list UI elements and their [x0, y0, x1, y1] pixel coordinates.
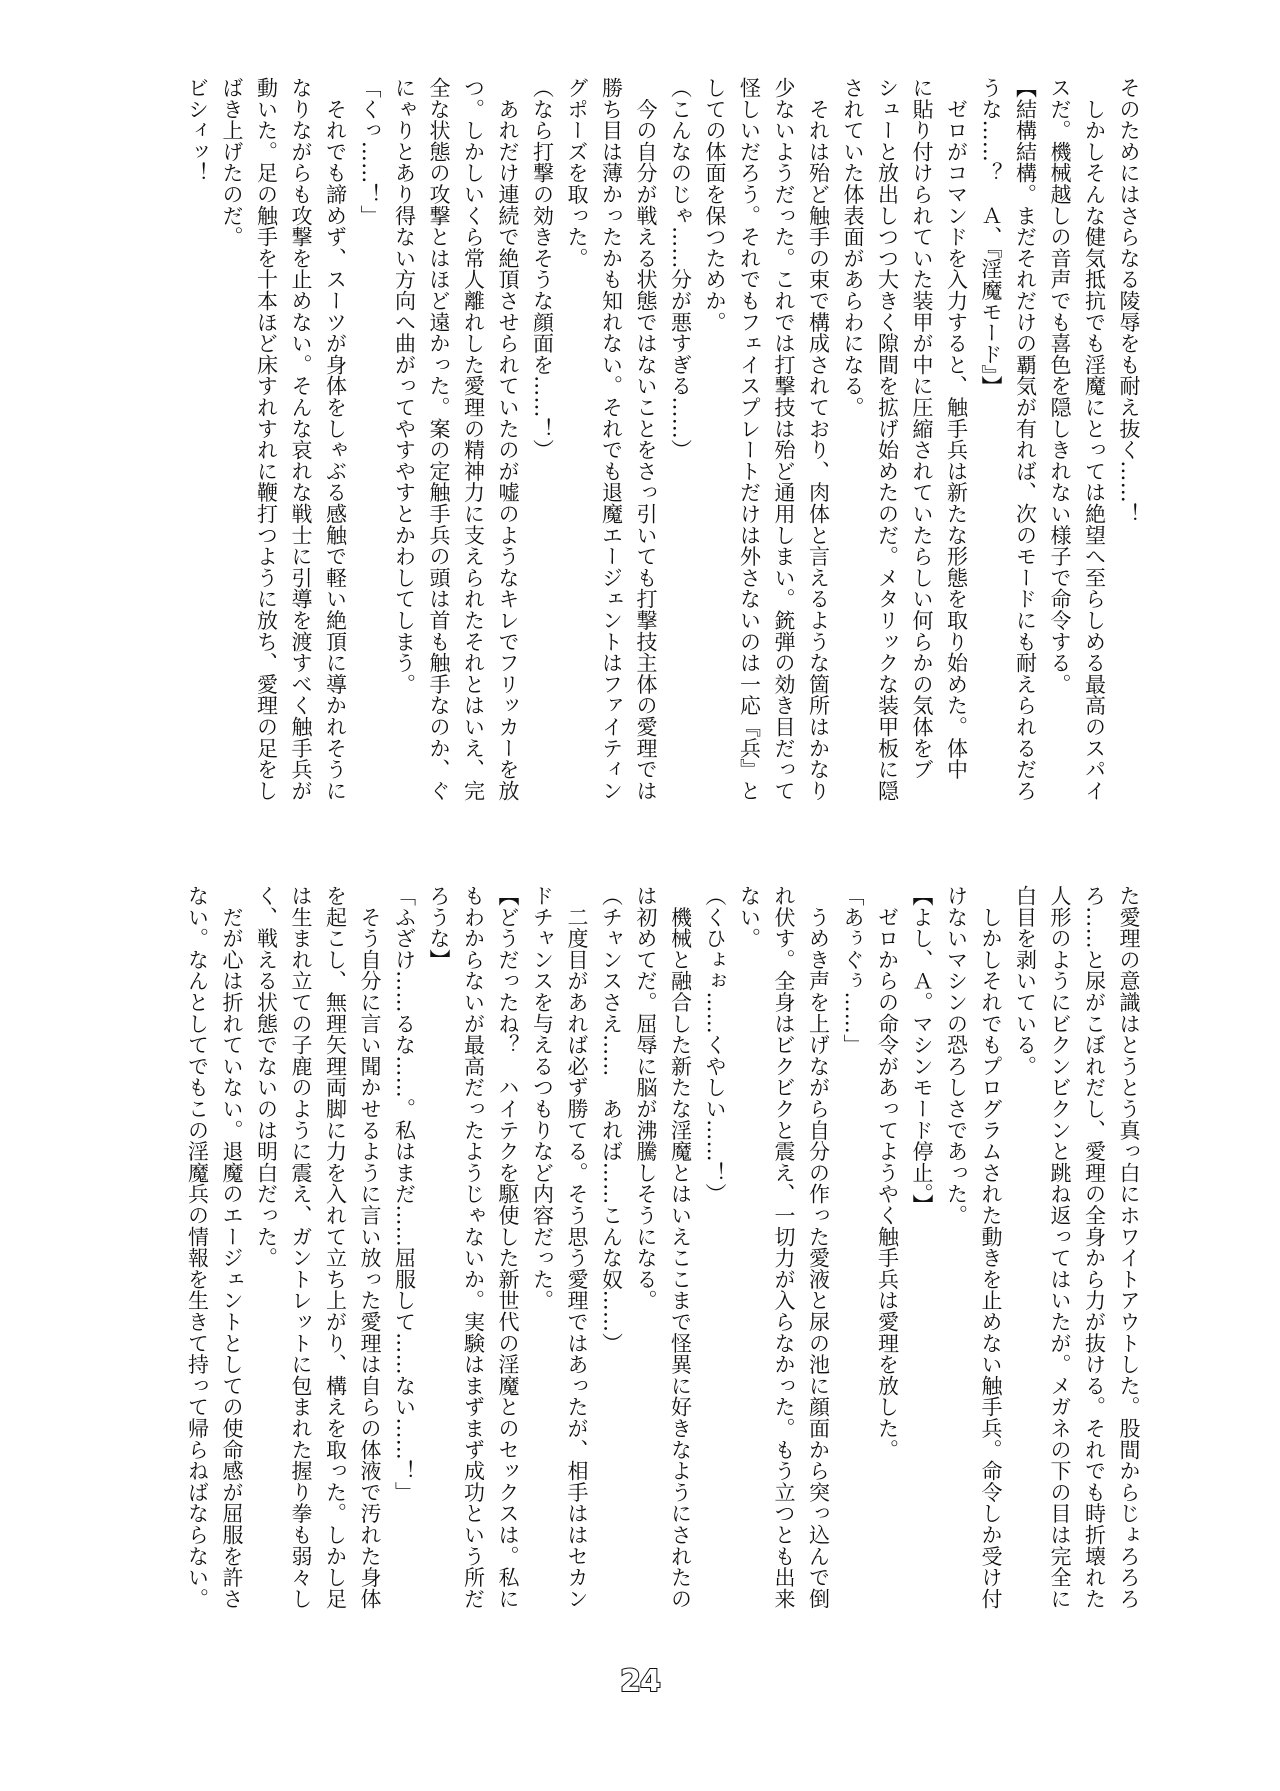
text-line: を起こし、無理矢理両脚に力を入れて立ち上がり、構えを取った。しかし足 [323, 885, 348, 1610]
text-line: れ伏す。全身はビクビクと震え、一切力が入らなかった。もう立つとも出来 [772, 885, 796, 1610]
text-line: ドチャンスを与えるつもりなど内容だった。 [530, 885, 555, 1311]
text-line: 「あぅぐぅ……」 [841, 885, 865, 1056]
text-line: ない。 [737, 885, 762, 949]
text-line: されていた体表面があらわになる。 [841, 77, 865, 418]
text-line: うめき声を上げながら自分の作った愛液と尿の池に顔面から突っ込んで倒 [806, 885, 831, 1610]
text-line: 勝ち目は薄かったかも知れない。それでも退魔エージェントはファイティン [599, 77, 624, 802]
text-line: ない。なんとしてでもこの淫魔兵の情報を生きて持って帰らねばならない。 [185, 885, 210, 1610]
text-line: ゼロからの命令があってようやく触手兵は愛理を放した。 [875, 885, 900, 1461]
text-line: にゃりとあり得ない方向へ曲がってやすやすとかわしてしまう。 [392, 77, 417, 695]
text-line: 【よし、Ａ。マシンモード停止。】 [910, 885, 934, 1216]
page-number: 24 [620, 1664, 660, 1699]
text-line: は初めてだ。屈辱に脳が沸騰しそうになる。 [634, 885, 658, 1311]
text-line: 少ないようだった。これでは打撃技は殆ど通用しまい。銃弾の効き目だって [772, 77, 796, 802]
text-line: もわからないが最高だったようじゃないか。実験はまずまず成功という所だ [461, 885, 486, 1610]
text-line: グポーズを取った。 [565, 77, 589, 269]
text-line: それでも諦めず、スーツが身体をしゃぶる感触で軽い絶頂に導かれそうに [323, 77, 348, 802]
text-line: た愛理の意識はとうとう真っ白にホワイトアウトした。股間からじょろろろ [1117, 885, 1141, 1610]
text-line: しかしそんな健気抵抗でも淫魔にとっては絶望へ至らしめる最高のスパイ [1082, 77, 1107, 802]
text-line: 怪しいだろう。それでもフェイスプレートだけは外さないのは一応『兵』と [737, 77, 762, 802]
text-line: ろ……と尿がこぼれだし、愛理の全身から力が抜ける。それでも時折壊れた [1082, 885, 1107, 1610]
text-line: ばき上げたのだ。 [220, 77, 244, 248]
text-block-lower [136, 885, 1146, 1615]
text-line: しかしそれでもプログラムされた動きを止めない触手兵。命令しか受け付 [979, 885, 1003, 1610]
text-line: つ。しかしいくら常人離れした愛理の精神力に支えられたそれとはいえ、完 [461, 77, 486, 802]
text-block-upper [136, 77, 1146, 837]
text-line: ろうな】 [427, 885, 451, 971]
text-line: シューと放出しつつ大きく隙間を拡げ始めたのだ。メタリックな装甲板に隠 [875, 77, 900, 802]
text-line: なりながらも攻撃を止めない。そんな哀れな戦士に引導を渡すべく触手兵が [289, 77, 313, 802]
text-line: は生まれ立ての子鹿のように震え、ガントレットに包まれた握り拳も弱々し [289, 885, 313, 1610]
text-line: 今の自分が戦える状態ではないことをさっ引いても打撃技主体の愛理では [634, 77, 658, 802]
text-line: 白目を剥いている。 [1013, 885, 1038, 1077]
text-line: 人形のようにビクンビクンと跳ね返ってはいたが。メガネの下の目は完全に [1048, 885, 1072, 1610]
text-line: しての体面を保つためか。 [703, 77, 727, 333]
text-line: そのためにはさらなる陵辱をも耐え抜く……！ [1117, 77, 1141, 525]
text-line: （なら打撃の効きそうな顔面を……！） [530, 77, 555, 461]
text-line: 【どうだったね？ ハイテクを駆使した新世代の淫魔とのセックスは。私に [496, 885, 520, 1610]
text-line: うな……？ Ａ、『淫魔モード』】 [979, 77, 1003, 397]
text-line: 機械と融合した新たな淫魔とはいえここまで怪異に好きなようにされたの [668, 885, 693, 1610]
text-line: そう自分に言い聞かせるように言い放った愛理は自らの体液で汚れた身体 [358, 885, 382, 1610]
text-line: スだ。機械越しの音声でも喜色を隠しきれない様子で命令する。 [1048, 77, 1072, 695]
text-line: （チャンスさえ…… あれば……こんな奴……） [599, 885, 624, 1354]
text-line: く、戦える状態でないのは明白だった。 [254, 885, 279, 1269]
text-line: けないマシンの恐ろしさであった。 [944, 885, 969, 1226]
text-line: 「くっ……！」 [358, 77, 382, 227]
text-line: （くひょぉ……くやしい……！） [703, 885, 727, 1205]
text-line: あれだけ連続で絶頂させられていたのが嘘のようなキレでフリッカーを放 [496, 77, 520, 802]
text-line: 動いた。足の触手を十本ほど床すれすれに鞭打つように放ち、愛理の足をし [254, 77, 279, 802]
text-line: に貼り付けられていた装甲が中に圧縮されていたらしい何らかの気体をブ [910, 77, 934, 780]
text-line: 全な状態の攻撃とはほど遠かった。案の定触手兵の頭は首も触手なのか、ぐ [427, 77, 451, 802]
text-line: （こんなのじゃ……分が悪すぎる……） [668, 77, 693, 461]
text-line: それは殆ど触手の束で構成されており、肉体と言えるような箇所はかなり [806, 77, 831, 802]
text-line: ゼロがコマンドを入力すると、触手兵は新たな形態を取り始めた。体中 [944, 77, 969, 780]
text-line: ビシィッ！ [185, 77, 210, 184]
text-line: だが心は折れていない。退魔のエージェントとしての使命感が屈服を許さ [220, 885, 244, 1610]
text-line: 二度目があれば必ず勝てる。そう思う愛理ではあったが、相手ははセカン [565, 885, 589, 1610]
text-line: 【結構結構。まだそれだけの覇気が有れば、次のモードにも耐えられるだろ [1013, 77, 1038, 802]
text-line: 「ふざけ……るな……。私はまだ……屈服して……ない……！」 [392, 885, 417, 1503]
